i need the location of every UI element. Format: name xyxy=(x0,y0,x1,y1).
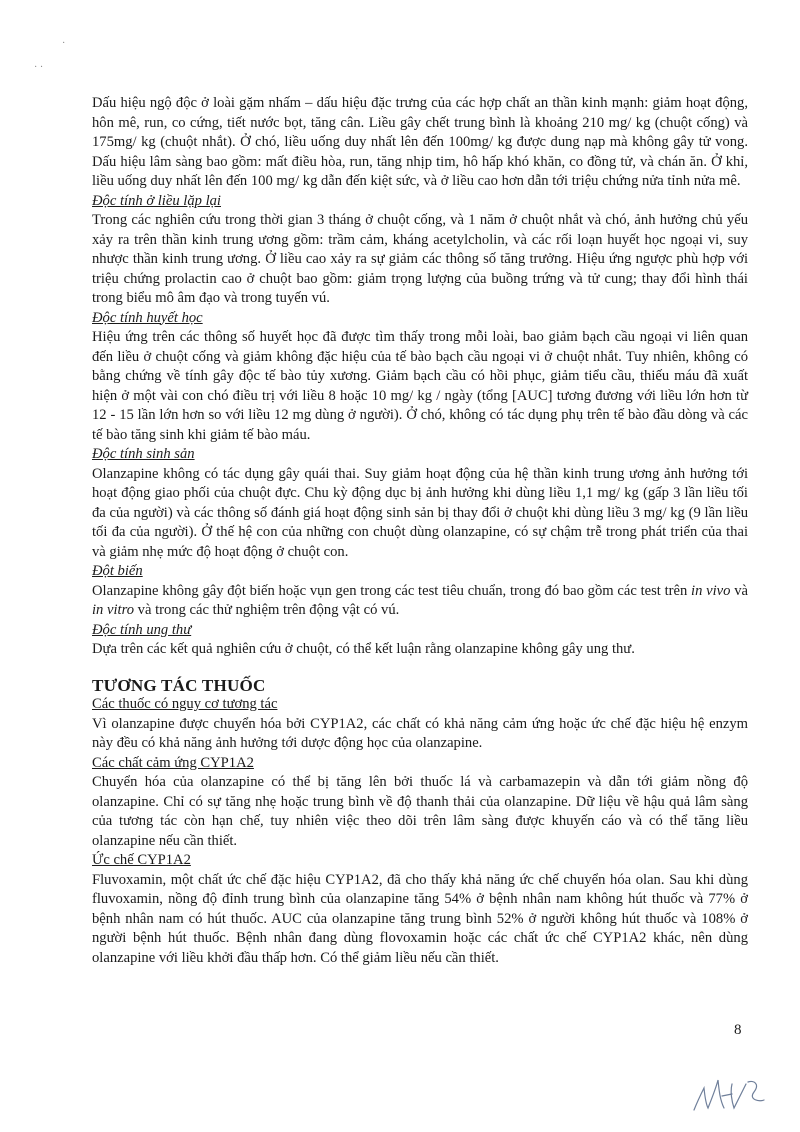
subsection-heading: Độc tính ung thư xyxy=(92,621,192,638)
paragraph: Chuyển hóa của olanzapine có thể bị tăng lên bởi thuốc lá và carbamazepin và dẫn tới giảm nồng độ olanzapine. Chỉ có sự tăng nhẹ hoặc trung bình về độ thanh thải của olanzapine. Dữ liệu về hậu quả lâm sàng của tương tác còn hạn chế, tuy nhiên việc theo dõi trên lâm sàng được khuyến cáo và có thể tăng liều olanzapine nếu cần thiết. xyxy=(92,774,748,849)
subsection-heading: Độc tính huyết học xyxy=(92,309,203,326)
paragraph: Dựa trên các kết quả nghiên cứu ở chuột, có thể kết luận rằng olanzapine không gây ung thư. xyxy=(92,641,635,657)
paragraph xyxy=(92,582,748,621)
page-body xyxy=(92,94,748,968)
scan-speck: · xyxy=(62,38,66,49)
paragraph: Dấu hiệu ngộ độc ở loài gặm nhấm – dấu hiệu đặc trưng của các hợp chất an thần kinh mạnh: giảm hoạt động, hôn mê, run, co cứng, tiết nước bọt, tăng cân. Liều gây chết trung bình là khoảng 210 mg/ kg (chuột cống) và 175mg/ kg (chuột nhắt). Ở chó, liều uống duy nhất lên đến 100mg/ kg được dung nạp mà không gây tử vong. Dấu hiệu lâm sàng bao gồm: mất điều hòa, run, tăng nhịp tim, hô hấp khó khăn, co đồng tử, và chán ăn. Ở khỉ, liều uống duy nhất lên đến 100 mg/ kg dẫn đến kiệt sức, và ở liều cao hơn dẫn tới triệu chứng nửa tỉnh nửa mê. xyxy=(92,95,748,189)
paragraph: Vì olanzapine được chuyển hóa bởi CYP1A2, các chất có khả năng cảm ứng hoặc ức chế đặc hiệu hệ enzym này đều có khả năng ảnh hưởng tới dược động học của olanzapine. xyxy=(92,715,748,751)
page-number: 8 xyxy=(734,1022,742,1038)
scan-speck: · · xyxy=(34,62,44,73)
subsection-heading: Độc tính ở liều lặp lại xyxy=(92,192,221,209)
subsection-heading: Đột biến xyxy=(92,563,143,579)
subsection-heading: Các thuốc có nguy cơ tương tác xyxy=(92,696,278,712)
subsection-heading: Các chất cảm ứng CYP1A2 xyxy=(92,754,254,771)
paragraph: Olanzapine không có tác dụng gây quái thai. Suy giảm hoạt động của hệ thần kinh trung ương ảnh hưởng tới hoạt động giao phối của chuột đực. Chu kỳ động dục bị ảnh hưởng khi dùng liều 1,1 mg/ kg (gấp 3 lần liều tối đa của người) và các thông số đánh giá hoạt động sinh sản bị thay đổi ở chuột khi dùng liều 3 mg/ kg (9 lần liều tối đa của người). Ở thế hệ con của những con chuột dùng olanzapine, có sự chậm trễ trong phát triển của thai và giảm nhẹ mức độ hoạt động ở chuột con. xyxy=(92,465,748,560)
paragraph: Trong các nghiên cứu trong thời gian 3 tháng ở chuột cống, và 1 năm ở chuột nhắt và chó, ảnh hưởng chủ yếu xảy ra trên thần kinh trung ương gồm: trầm cảm, kháng acetylcholin, và các rối loạn huyết học ngoại vi, suy nhược thần kinh trung ương. Ở liều cao xảy ra sự giảm các thông số tăng trưởng. Hiệu ứng ngược phù hợp với triệu chứng prolactin cao ở chuột bao gồm: giảm trọng lượng của buồng trứng và tử cung; thay đổi hình thái trong biểu mô âm đạo và trong tuyến vú. xyxy=(92,212,748,306)
paragraph: Hiệu ứng trên các thông số huyết học đã được tìm thấy trong mỗi loài, bao giảm bạch cầu ngoại vi liên quan đến liều ở chuột cống và giảm không đặc hiệu của tế bào bạch cầu ngoại vi ở chuột nhắt. Tuy nhiên, không có bằng chứng về tính gây độc tế bào tủy xương. Giảm bạch cầu có hồi phục, giảm tiểu cầu, thiếu máu đã xuất hiện ở một vài con chó điều trị với liều 8 hoặc 10 mg/ kg / ngày (tổng [AUC] tương đương với liều lớn hơn từ 12 - 15 lần lớn hơn so với liều 12 mg dùng ở người). Ở chó, không có tác dụng phụ trên tế bào đầu dòng và các tế bào tăng sinh khi giảm tế bào máu. xyxy=(92,329,748,443)
italic-term: in vivo xyxy=(691,582,731,599)
text-run: Olanzapine không gây đột biến hoặc vụn gen trong các test tiêu chuẩn, trong đó bao gồm các test trên xyxy=(92,582,692,599)
italic-term: in vitro xyxy=(92,602,135,618)
handwritten-signature xyxy=(688,1070,768,1118)
paragraph: Fluvoxamin, một chất ức chế đặc hiệu CYP1A2, đã cho thấy khả năng ức chế chuyển hóa olan. Sau khi dùng fluvoxamin, nồng độ đỉnh trung bình của olanzapine tăng 54% ở bệnh nhân nam không hút thuốc và 77% ở bệnh nhân nam có hút thuốc. AUC của olanzapine tăng trung bình 52% ở người không hút thuốc và 108% ở người bệnh hút thuốc. Bệnh nhân đang dùng flovoxamin hoặc các chất ức chế CYP1A2 khác, nên dùng olanzapine với liều khởi đầu thấp hơn. Có thể giảm liều nếu cần thiết. xyxy=(92,871,748,966)
subsection-heading: Độc tính sinh sản xyxy=(92,446,195,462)
text-run: và xyxy=(730,582,748,599)
section-heading: TƯƠNG TÁC THUỐC xyxy=(92,675,266,695)
subsection-heading: Ức chế CYP1A2 xyxy=(92,852,191,868)
text-run: và trong các thử nghiệm trên động vật có vú. xyxy=(134,602,400,618)
